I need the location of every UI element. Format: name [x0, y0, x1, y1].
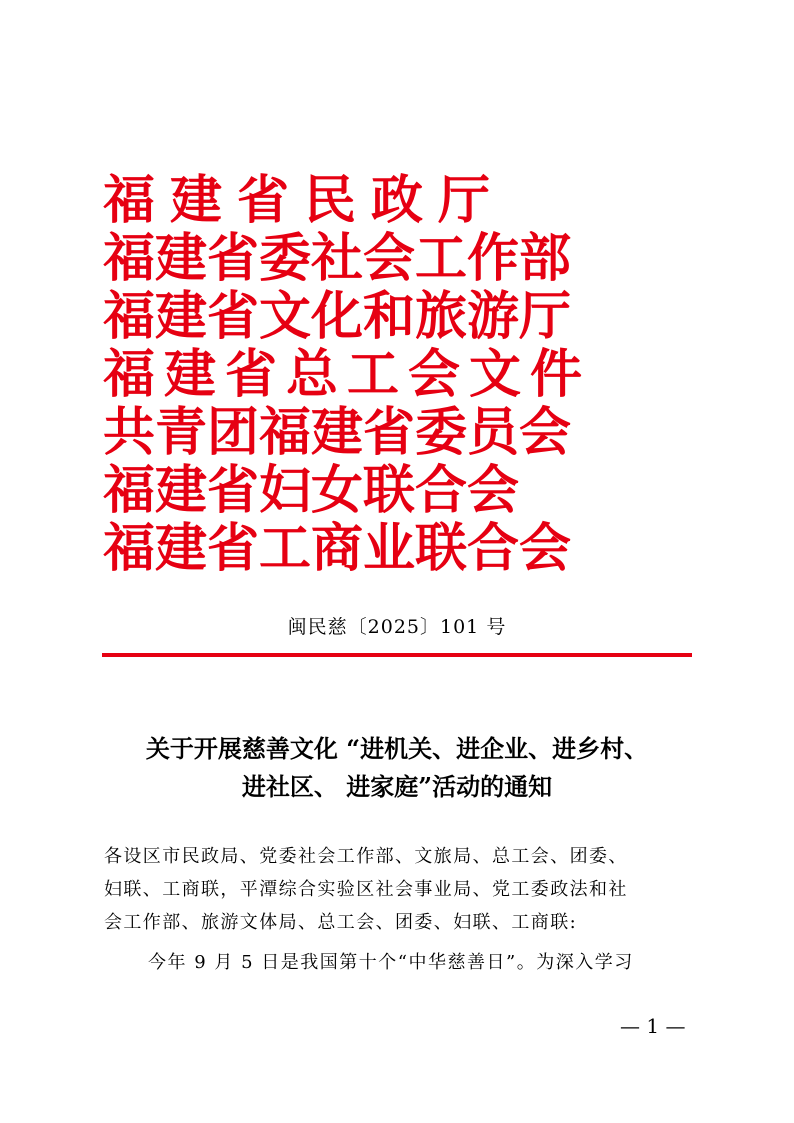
recipients-line-3: 会工作部、旅游文体局、总工会、团委、妇联、工商联: [104, 912, 578, 933]
red-separator-line [102, 653, 692, 657]
issuer-commerce-federation: 福建省工商业联合会 [103, 518, 572, 579]
issuer-culture-tourism: 福建省文化和旅游厅 [103, 286, 572, 347]
recipients-line-1: 各设区市民政局、党委社会工作部、文旅局、总工会、团委、 [104, 846, 628, 867]
document-title [90, 730, 704, 806]
issuer-social-work-dept: 福建省委社会工作部 [103, 228, 572, 289]
issuer-trade-union-document: 福建省总工会文件 [103, 344, 592, 405]
issuer-civil-affairs: 福建省民政厅 [103, 170, 506, 231]
body-paragraph: 今年 9 月 5 日是我国第十个“中华慈善日”。为深入学习 [148, 952, 634, 973]
issuer-womens-federation: 福建省妇女联合会 [103, 460, 520, 521]
document-number: 闽民慈〔2025〕101 号 [287, 616, 507, 638]
page-number: — 1 — [620, 1014, 686, 1038]
issuer-youth-league: 共青团福建省委员会 [103, 402, 572, 463]
recipients-line-2: 妇联、工商联，平潭综合实验区社会事业局、党工委政法和社 [104, 879, 628, 900]
title-line-2: 进社区、 进家庭”活动的通知 [241, 772, 553, 801]
recipients-block [104, 840, 694, 939]
title-line-1: 关于开展慈善文化 “进机关、进企业、进乡村、 [145, 734, 649, 763]
